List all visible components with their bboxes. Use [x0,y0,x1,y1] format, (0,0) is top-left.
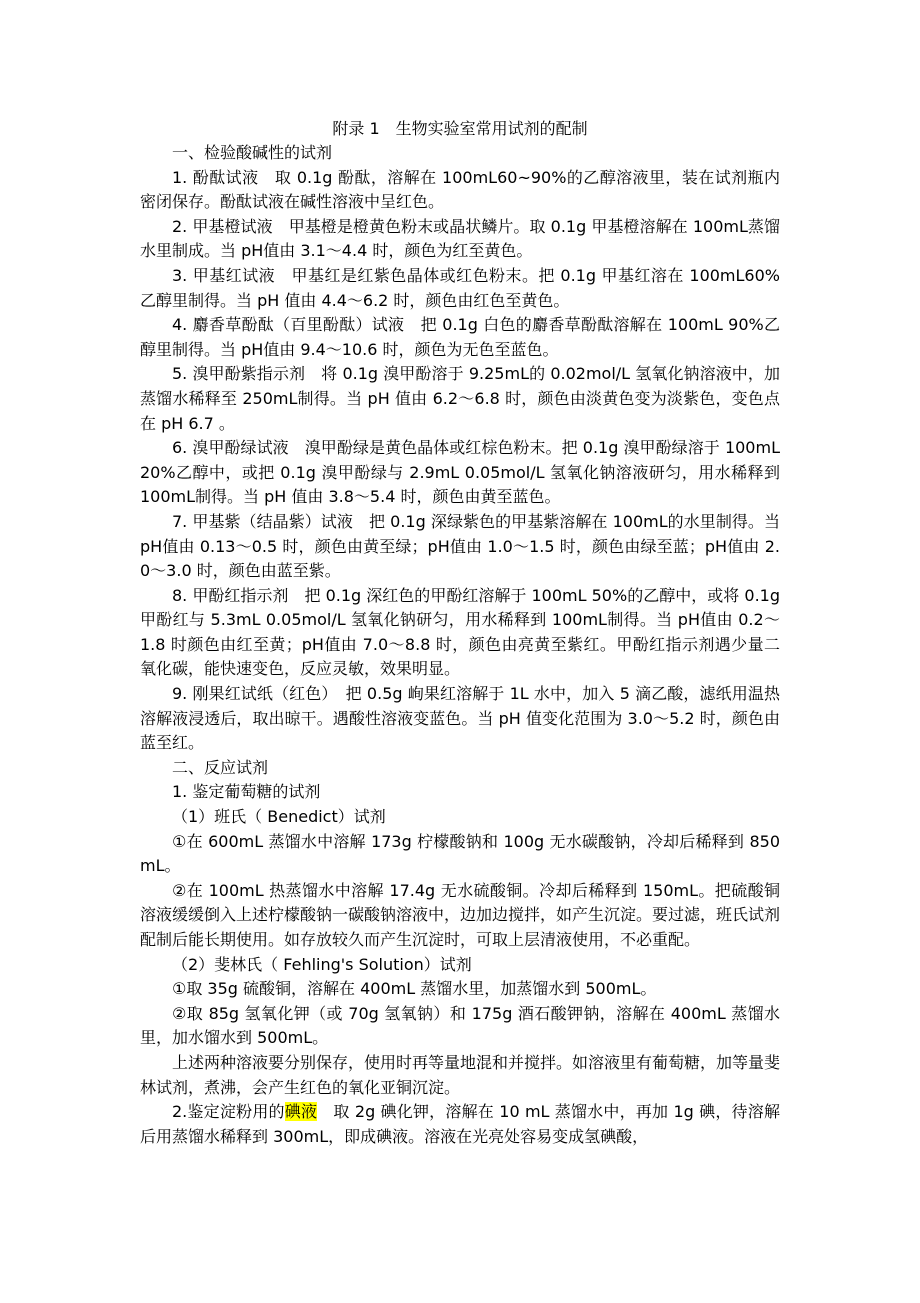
paragraph: ②取 85g 氢氧化钾（或 70g 氢氧钠）和 175g 酒石酸钾钠，溶解在 400mL 蒸馏水里，加水馏水到 500mL。 [140,1003,780,1048]
section-heading: 二、反应试剂 [172,757,269,777]
paragraph: 上述两种溶液要分别保存，使用时再等量地混和并搅拌。如溶液里有葡萄糖，加等量斐林试剂，煮沸，会产生红色的氧化亚铜沉淀。 [140,1052,781,1097]
paragraph: ①取 35g 硫酸铜，溶解在 400mL 蒸馏水里，加蒸馏水到 500mL。 [172,979,657,999]
last-suffix: 取 2g 碘化钾，溶解在 10 mL 蒸馏水中，再加 1g 碘，待溶解后用蒸馏水稀释到 300mL，即成碘液。溶液在光亮处容易变成氢碘酸， [140,1102,780,1146]
paragraph: ①在 600mL 蒸馏水中溶解 173g 柠檬酸钠和 100g 无水碳酸钠，冷却后稀释到 850mL。 [140,831,780,876]
paragraph: 5. 溴甲酚紫指示剂 将 0.1g 溴甲酚溶于 9.25mL的 0.02mol/L 氢氧化钠溶液中，加蒸馏水稀释至 250mL制得。当 pH 值由 6.2～6.8 时，颜色由淡黄色变为淡紫色，变色点在 pH 6.7 。 [140,364,780,433]
subsection-heading: （1）班氏（ Benedict）试剂 [172,807,386,827]
last-prefix: 2.鉴定淀粉用的 [172,1102,285,1122]
paragraph: 8. 甲酚红指示剂 把 0.1g 深红色的甲酚红溶解于 100mL 50%的乙醇中，或将 0.1g 甲酚红与 5.3mL 0.05mol/L 氢氧化钠研匀，用水稀释到 100mL制得。当 pH值由 0.2～1.8 时颜色由红至黄；pH值由 7.0～8.8 时，颜色由亮黄至紫红。甲酚红指示剂遇少量二氧化碳，能快速变色，反应灵敏，效果明显。 [140,585,780,679]
paragraph: ②在 100mL 热蒸馏水中溶解 17.4g 无水硫酸铜。冷却后稀释到 150mL。把硫酸铜溶液缓缓倒入上述柠檬酸钠一碳酸钠溶液中，边加边搅拌，如产生沉淀。要过滤，班氏试剂配制后能长期使用。如存放较久而产生沉淀时，可取上层清液使用，不必重配。 [140,880,781,949]
paragraph: 6. 溴甲酚绿试液 溴甲酚绿是黄色晶体或红棕色粉末。把 0.1g 溴甲酚绿溶于 100mL 20%乙醇中，或把 0.1g 溴甲酚绿与 2.9mL 0.05mol/L 氢氧化钠溶液研匀，用水稀释到 100mL制得。当 pH 值由 3.8～5.4 时，颜色由黄至蓝色。 [140,438,780,507]
paragraph: 4. 麝香草酚酞（百里酚酞）试液 把 0.1g 白色的麝香草酚酞溶解在 100mL 90%乙醇里制得。当 pH值由 9.4～10.6 时，颜色为无色至蓝色。 [140,315,780,359]
page-title: 附录 1 生物实验室常用试剂的配制 [332,119,588,138]
paragraph: 7. 甲基紫（结晶紫）试液 把 0.1g 深绿紫色的甲基紫溶解在 100mL的水里制得。当 pH值由 0.13～0.5 时，颜色由黄至绿；pH值由 1.0～1.5 时，颜色由绿至蓝；pH值由 2.0～3.0 时，颜色由蓝至紫。 [140,511,780,581]
paragraph: 1. 酚酞试液 取 0.1g 酚酞，溶解在 100mL60~90%的乙醇溶液里，装在试剂瓶内密闭保存。酚酞试液在碱性溶液中呈红色。 [140,167,780,212]
document-body [140,141,780,1149]
highlighted-text: 碘液 [284,1102,318,1122]
subsection-heading: 1. 鉴定葡萄糖的试剂 [172,782,321,802]
subsection-heading: （2）斐林氏（ Fehling's Solution）试剂 [172,954,472,974]
paragraph: 9. 刚果红试纸（红色） 把 0.5g 峋果红溶解于 1L 水中，加入 5 滴乙酸，滤纸用温热溶解液浸透后，取出晾干。遇酸性溶液变蓝色。当 pH 值变化范围为 3.0～5.2 时，颜色由蓝至红。 [140,684,780,753]
paragraph-last [140,1100,780,1149]
section-heading: 一、检验酸碱性的试剂 [172,143,333,162]
paragraph: 3. 甲基红试液 甲基红是红紫色晶体或红色粉末。把 0.1g 甲基红溶在 100mL60%乙醇里制得。当 pH 值由 4.4～6.2 时，颜色由红色至黄色。 [140,265,780,310]
paragraph: 2. 甲基橙试液 甲基橙是橙黄色粉末或晶状鳞片。取 0.1g 甲基橙溶解在 100mL蒸馏水里制成。当 pH值由 3.1～4.4 时，颜色为红至黄色。 [140,216,780,261]
